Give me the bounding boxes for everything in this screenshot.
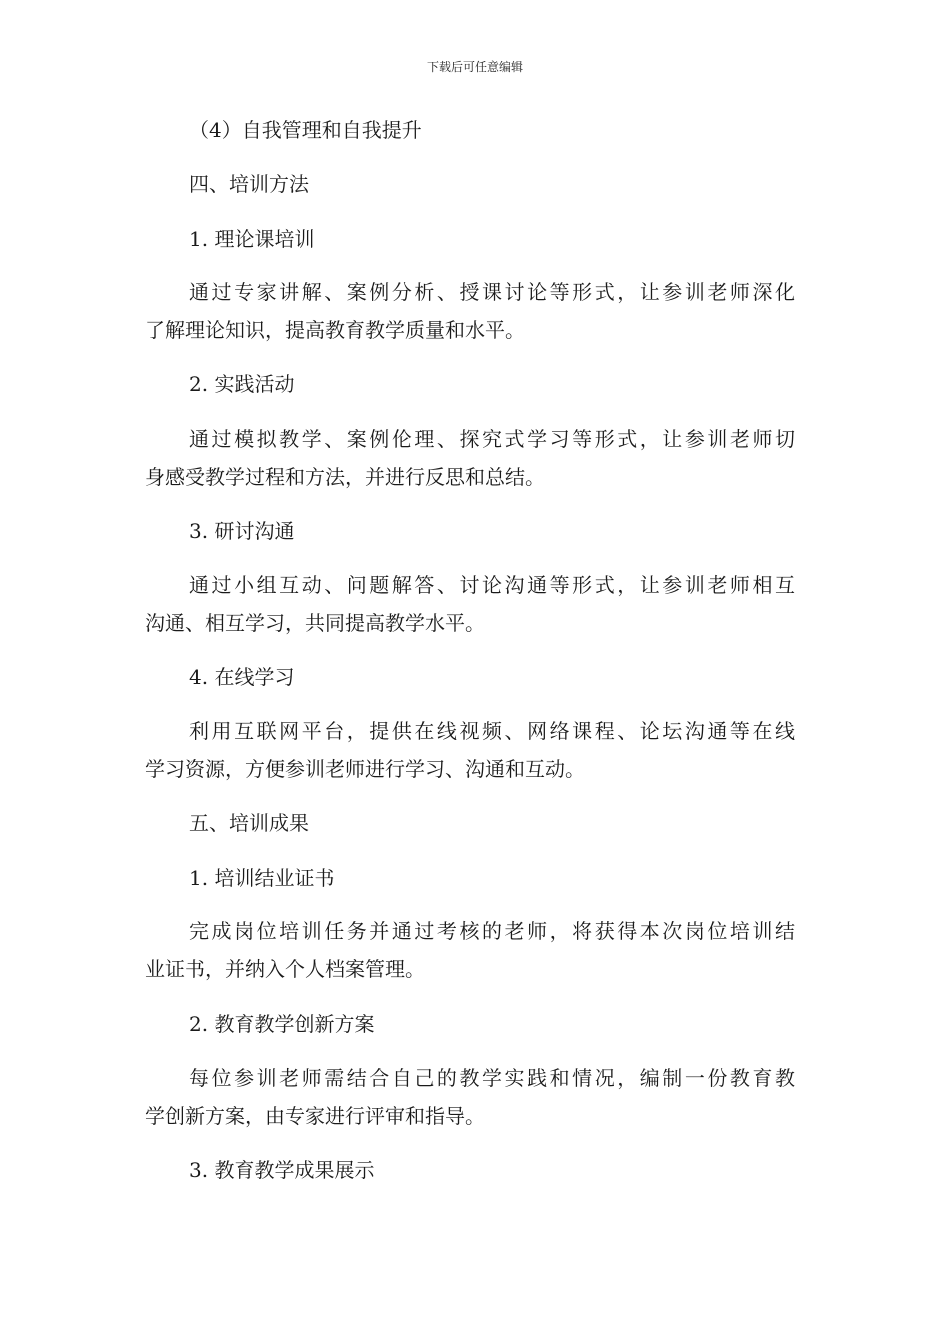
method-1-text-line-1: 通过专家讲解、案例分析、授课讨论等形式，让参训老师深化 bbox=[189, 280, 795, 304]
result-1-text-line-1: 完成岗位培训任务并通过考核的老师，将获得本次岗位培训结 bbox=[189, 919, 795, 943]
page-header-note: 下载后可任意编辑 bbox=[426, 60, 523, 74]
method-4-text-line-1: 利用互联网平台，提供在线视频、网络课程、论坛沟通等在线 bbox=[189, 719, 795, 743]
method-3-paragraph bbox=[145, 566, 795, 642]
method-1-title: 1. 理论课培训 bbox=[189, 227, 315, 251]
result-1-paragraph bbox=[145, 912, 795, 988]
result-2-paragraph bbox=[145, 1059, 795, 1135]
method-2-text-line-2: 身感受教学过程和方法，并进行反思和总结。 bbox=[145, 465, 545, 489]
method-4-title: 4. 在线学习 bbox=[189, 665, 295, 689]
result-2-title: 2. 教育教学创新方案 bbox=[189, 1012, 375, 1036]
method-2-text-line-1: 通过模拟教学、案例伦理、探究式学习等形式，让参训老师切 bbox=[189, 427, 795, 451]
method-3-text-line-2: 沟通、相互学习，共同提高教学水平。 bbox=[145, 611, 485, 635]
result-2-text-line-2: 学创新方案，由专家进行评审和指导。 bbox=[145, 1104, 485, 1128]
method-1-paragraph bbox=[145, 273, 795, 349]
method-4-paragraph bbox=[145, 712, 795, 788]
result-2-text-line-1: 每位参训老师需结合自己的教学实践和情况，编制一份教育教 bbox=[189, 1066, 795, 1090]
method-3-title: 3. 研讨沟通 bbox=[189, 519, 295, 543]
method-3-text-line-1: 通过小组互动、问题解答、讨论沟通等形式，让参训老师相互 bbox=[189, 573, 795, 597]
section-heading-training-methods: 四、培训方法 bbox=[189, 172, 309, 196]
result-1-text-line-2: 业证书，并纳入个人档案管理。 bbox=[145, 957, 425, 981]
section-heading-training-results: 五、培训成果 bbox=[189, 811, 309, 835]
method-2-title: 2. 实践活动 bbox=[189, 372, 295, 396]
method-1-text-line-2: 了解理论知识，提高教育教学质量和水平。 bbox=[145, 318, 525, 342]
item-self-management: （4）自我管理和自我提升 bbox=[189, 118, 422, 142]
result-1-title: 1. 培训结业证书 bbox=[189, 866, 335, 890]
method-4-text-line-2: 学习资源，方便参训老师进行学习、沟通和互动。 bbox=[145, 757, 585, 781]
result-3-title: 3. 教育教学成果展示 bbox=[189, 1158, 375, 1182]
method-2-paragraph bbox=[145, 420, 795, 496]
